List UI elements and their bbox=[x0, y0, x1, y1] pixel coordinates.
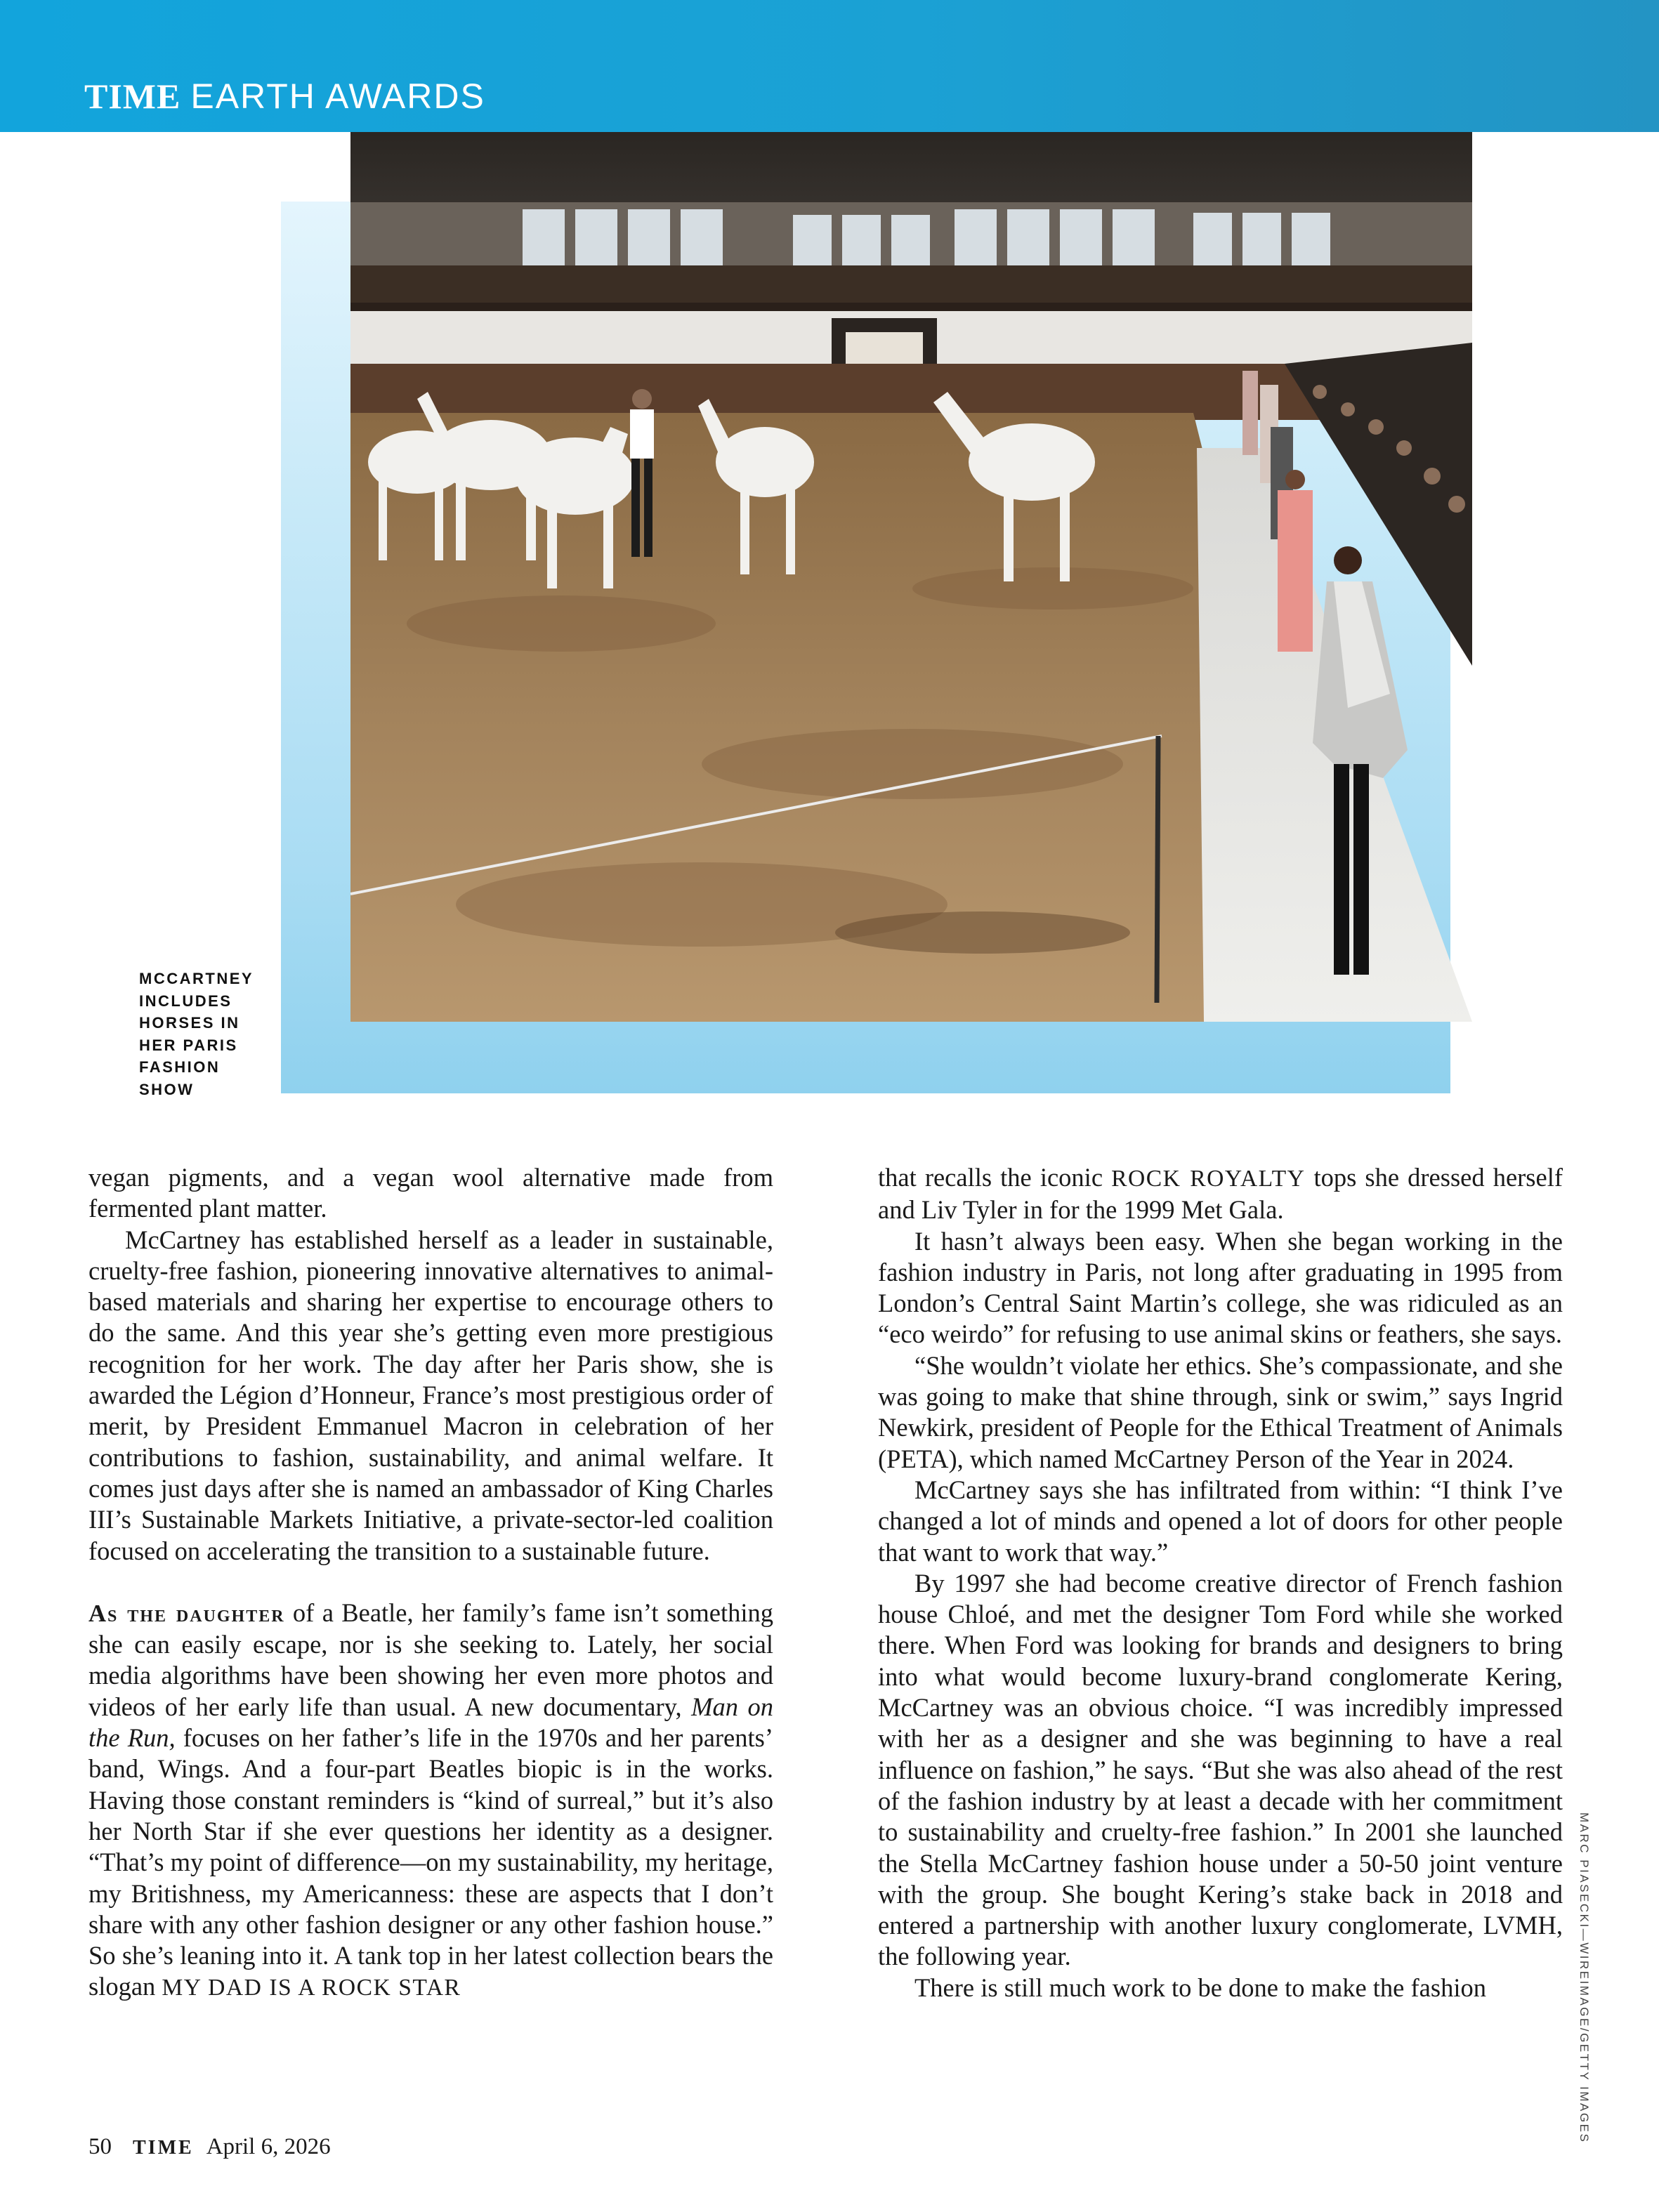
paragraph: It hasn’t always been easy. When she began working in the fashion industry in Paris, not long after graduating in 1995 from London’s Central Saint Martin’s college, she was ridiculed as an “eco weirdo” for refusing to use animal skins or feathers, she says. bbox=[878, 1226, 1563, 1349]
balcony bbox=[350, 265, 1472, 304]
slogan: MY DAD IS A ROCK STAR bbox=[162, 1975, 461, 2001]
lead-in: As the daughter bbox=[88, 1600, 285, 1627]
paragraph: McCartney says she has infiltrated from within: “I think I’ve changed a lot of minds and opened a lot of doors for other people that want to work that way.” bbox=[878, 1475, 1563, 1567]
fashion-show-photo bbox=[350, 132, 1472, 1022]
paragraph: “She wouldn’t violate her ethics. She’s compassionate, and she was going to make that shine through, sink or swim,” says Ingrid Newkirk, president of People for the Ethical Treatment of Animals (PETA), which named McCartney Person of the Year in 2024. bbox=[878, 1350, 1563, 1473]
rock-royalty: ROCK ROYALTY bbox=[1111, 1166, 1306, 1192]
paragraph: that recalls the iconic ROCK ROYALTY tops she dressed herself and Liv Tyler in for the 1999 Met Gala. bbox=[878, 1163, 1563, 1225]
fence-post bbox=[1157, 736, 1158, 1003]
section-name: EARTH AWARDS bbox=[190, 77, 485, 116]
issue-date: April 6, 2026 bbox=[206, 2134, 331, 2159]
page-number: 50 bbox=[88, 2134, 112, 2159]
section-header bbox=[84, 76, 485, 117]
photo-caption: MCCARTNEY INCLUDES HORSES IN HER PARIS FASHION SHOW bbox=[139, 970, 254, 1098]
time-logo: TIME bbox=[84, 77, 181, 116]
photo-credit: MARC PIASECKI—WIREIMAGE/GETTY IMAGES bbox=[1578, 1812, 1591, 2144]
windows bbox=[523, 209, 1330, 268]
article-column-right bbox=[878, 1162, 1563, 2003]
paragraph: There is still much work to be done to make the fashion bbox=[914, 1973, 1486, 2002]
page-folio bbox=[88, 2134, 331, 2160]
post-shadow bbox=[835, 911, 1130, 954]
paragraph: vegan pigments, and a vegan wool alternative made from fermented plant matter. bbox=[88, 1163, 773, 1223]
article-column-left bbox=[88, 1162, 773, 2004]
paragraph: By 1997 she had become creative director of French fashion house Chloé, and met the designer Tom Ford while she worked there. When Ford was looking for brands and designers to bring into what would become luxury-brand conglomerate Kering, McCartney was an obvious choice. “I was incredibly impressed with her as a designer and she was beginning to have a real influence on fashion,” he says. “But she was also ahead of the rest of the fashion industry by at least a decade with her commitment to sustainability and cruelty-free fashion.” In 2001 she launched the Stella McCartney fashion house under a 50-50 joint venture with the group. She bought Kering’s stake back in 2018 and entered a partnership with another luxury conglomerate, LVMH, the following year. bbox=[878, 1568, 1563, 1971]
film-title: Man on the Run, bbox=[88, 1692, 773, 1753]
paragraph: As the daughter of a Beatle, her family’s fame isn’t something she can easily escape, nor is she seeking to. Lately, her social media algorithms have been showing her even more photos and videos of her early life than usual. A new documentary, Man on the Run, focuses on her father’s life in the 1970s and her parents’ band, Wings. And a four-part Beatles biopic is in the works. Having those constant reminders is “kind of surreal,” but it’s also her North Star if she ever questions her identity as a designer. “That’s my point of difference—on my sustainability, my heritage, my Britishness, my Americanness: these are aspects that I don’t share with any other fashion designer or any other fashion house.” So she’s leaning into it. A tank top in her latest collection bears the slogan MY DAD IS A ROCK STAR bbox=[88, 1598, 773, 2001]
paragraph: McCartney has established herself as a leader in sustainable, cruelty-free fashion, pioneering innovative alternatives to animal-based materials and sharing her expertise to encourage others to do the same. And this year she’s getting even more prestigious recognition for her work. The day after her Paris show, she is awarded the Légion d’Honneur, France’s most prestigious order of merit, by President Emmanuel Macron in celebration of her contributions to fashion, sustainability, and animal welfare. It comes just days after she is named an ambassador of King Charles III’s Sustainable Markets Initiative, a private-sector-led coalition focused on accelerating the transition to a sustainable future. bbox=[88, 1225, 773, 1565]
publication-name: TIME bbox=[133, 2137, 194, 2159]
